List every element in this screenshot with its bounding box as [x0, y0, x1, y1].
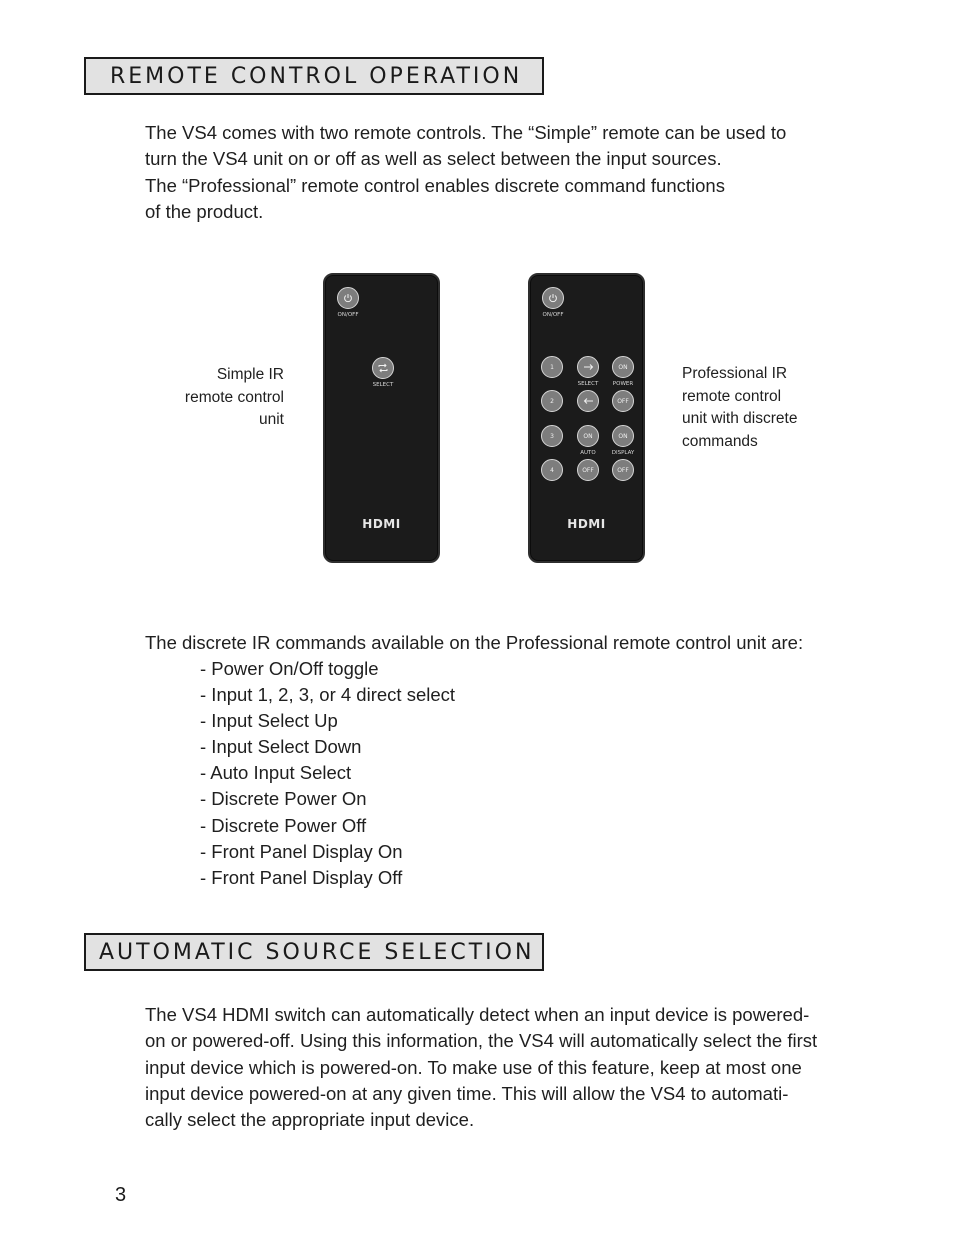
power-icon	[542, 287, 564, 309]
power-off-button: OFF	[612, 390, 634, 412]
section-title-auto-source: AUTOMATIC SOURCE SELECTION	[84, 933, 544, 971]
text-line: The VS4 comes with two remote controls. The “Simple” remote can be used to	[145, 122, 787, 143]
caption-line: remote control	[682, 387, 782, 405]
text-line: of the product.	[145, 200, 264, 222]
input-2-button: 2	[541, 390, 563, 412]
input-4-button: 4	[541, 459, 563, 481]
power-label: POWER	[612, 381, 634, 387]
caption-line: Simple IR	[216, 366, 284, 383]
list-item: - Discrete Power On	[200, 788, 367, 810]
hdmi-logo: HDMI	[362, 517, 401, 531]
commands-list	[200, 656, 455, 891]
caption-line: unit	[259, 411, 284, 428]
arrow-right-icon	[577, 356, 599, 378]
power-on-button: ON	[612, 356, 634, 378]
list-item: - Power On/Off toggle	[200, 658, 379, 679]
caption-line: Professional IR	[682, 365, 788, 382]
text-line: on or powered-off. Using this information, the VS4 will automatically select the first	[145, 1030, 818, 1052]
input-3-button: 3	[541, 425, 563, 447]
simple-remote-caption	[150, 364, 284, 432]
text-line: cally select the appropriate input device.	[145, 1109, 475, 1131]
list-item: - Input Select Up	[200, 710, 338, 732]
select-label: SELECT	[577, 381, 599, 387]
input-1-button: 1	[541, 356, 563, 378]
page-number: 3	[115, 1184, 127, 1206]
section-title-remote-control: REMOTE CONTROL OPERATION	[84, 57, 544, 95]
button-label: ON/OFF	[542, 312, 564, 318]
caption-line: remote control	[184, 388, 284, 406]
list-item: - Auto Input Select	[200, 762, 352, 784]
text-line: input device which is powered-on. To make use of this feature, keep at most one	[145, 1056, 802, 1078]
arrow-left-icon	[577, 390, 599, 412]
auto-source-paragraph	[145, 1002, 817, 1133]
text-line: input device powered-on at any given time. This will allow the VS4 to automati-	[145, 1082, 789, 1104]
professional-remote-caption	[682, 363, 797, 453]
auto-off-button: OFF	[577, 459, 599, 481]
display-label: DISPLAY	[611, 450, 635, 456]
button-label: ON/OFF	[337, 312, 359, 318]
display-on-button: ON	[612, 425, 634, 447]
auto-on-button: ON	[577, 425, 599, 447]
text-line: turn the VS4 unit on or off as well as select between the input sources.	[145, 148, 722, 170]
caption-line: commands	[682, 432, 758, 450]
list-item: - Input 1, 2, 3, or 4 direct select	[200, 684, 456, 706]
hdmi-logo: HDMI	[567, 517, 606, 531]
caption-line: unit with discrete	[682, 410, 798, 427]
button-label: SELECT	[372, 382, 394, 388]
cycle-icon	[372, 357, 394, 379]
list-item: - Input Select Down	[200, 736, 362, 758]
list-item: - Front Panel Display Off	[200, 866, 403, 888]
auto-label: AUTO	[580, 450, 596, 456]
text-line: The VS4 HDMI switch can automatically detect when an input device is powered-	[145, 1004, 810, 1025]
commands-intro	[145, 630, 803, 656]
list-item: - Discrete Power Off	[200, 814, 367, 836]
list-item: - Front Panel Display On	[200, 840, 403, 862]
professional-remote-illustration	[528, 273, 645, 563]
power-icon	[337, 287, 359, 309]
intro-paragraph	[145, 120, 786, 225]
text-line: The discrete IR commands available on the Professional remote control unit are:	[145, 632, 804, 653]
text-line: The “Professional” remote control enables discrete command functions	[145, 174, 725, 196]
display-off-button: OFF	[612, 459, 634, 481]
simple-remote-illustration	[323, 273, 440, 563]
